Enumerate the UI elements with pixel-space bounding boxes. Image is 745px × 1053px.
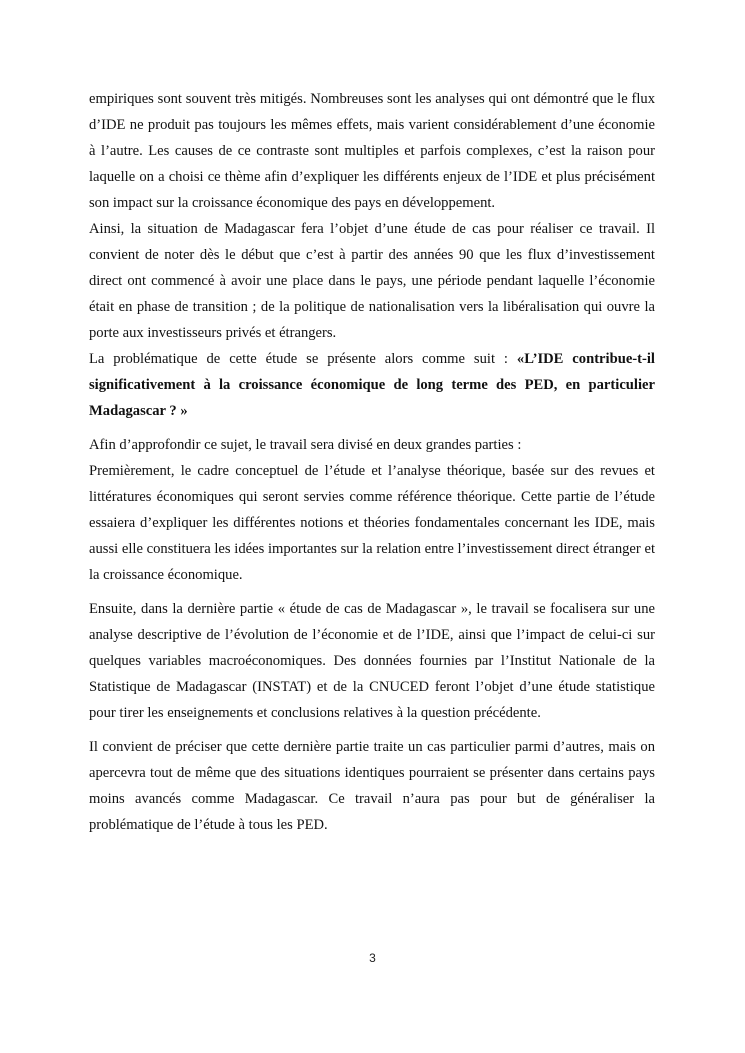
paragraph-madagascar-case: Ainsi, la situation de Madagascar fera l’objet d’une étude de cas pour réaliser ce travail. Il convient de noter dès le début que c’est à partir des années 90 que les flux d’investissement direct ont commencé à avoir une place dans le pays, une période pendant laquelle l’économie était en phase de transition ; de la politique de nationalisation vers la libéralisation qui ouvre la porte aux investisseurs privés et étrangers. bbox=[89, 221, 655, 341]
problematique-intro: La problématique de cette étude se présente alors comme suit : bbox=[89, 351, 517, 367]
paragraph-problematique bbox=[89, 346, 655, 424]
page-number: 3 bbox=[369, 951, 376, 965]
document-page bbox=[89, 86, 655, 838]
paragraph-second-part: Ensuite, dans la dernière partie « étude de cas de Madagascar », le travail se focalisera sur une analyse descriptive de l’évolution de l’économie et de l’IDE, ainsi que l’impact de celui-ci sur quelques variables macroéconomiques. Des données fournies par l’Institut Nationale de la Statistique de Madagascar (INSTAT) et de la CNUCED feront l’objet d’une étude statistique pour tirer les enseignements et conclusions relatives à la question précédente. bbox=[89, 601, 655, 721]
paragraph-plan-intro: Afin d’approfondir ce sujet, le travail sera divisé en deux grandes parties : bbox=[89, 437, 522, 453]
paragraph-conclusion: Il convient de préciser que cette dernière partie traite un cas particulier parmi d’autres, mais on apercevra tout de même que des situations identiques pourraient se présenter dans certains pays moins avancés comme Madagascar. Ce travail n’aura pas pour but de généraliser la problématique de l’étude à tous les PED. bbox=[89, 739, 655, 833]
paragraph-ide-effects: empiriques sont souvent très mitigés. Nombreuses sont les analyses qui ont démontré que le flux d’IDE ne produit pas toujours les mêmes effets, mais varient considérablement d’une économie à l’autre. Les causes de ce contraste sont multiples et parfois complexes, c’est la raison pour laquelle on a choisi ce thème afin d’expliquer les différents enjeux de l’IDE et plus précisément son impact sur la croissance économique des pays en développement. bbox=[89, 91, 655, 211]
paragraph-first-part: Premièrement, le cadre conceptuel de l’étude et l’analyse théorique, basée sur des revues et littératures économiques qui seront servies comme référence théorique. Cette partie de l’étude essaiera d’expliquer les différentes notions et théories fondamentales concernant les IDE, mais aussi elle constituera les idées importantes sur la relation entre l’investissement direct étranger et la croissance économique. bbox=[89, 463, 655, 583]
problematique-question: «L’IDE contribue-t-il significativement à la croissance économique de long terme des PED, en particulier Madagascar ? » bbox=[89, 351, 655, 419]
